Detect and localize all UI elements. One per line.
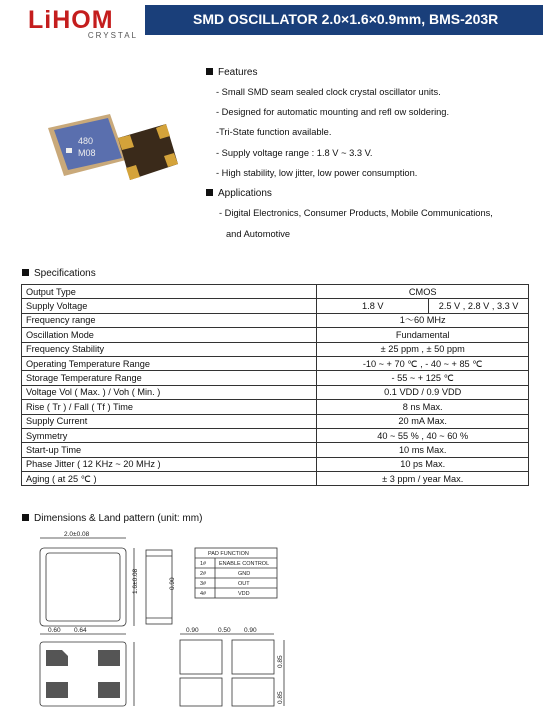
land-h1: 0.85 <box>277 655 284 668</box>
page-title: SMD OSCILLATOR 2.0×1.6×0.9mm, BMS-203R <box>193 11 499 27</box>
spec-value: 10 ms Max. <box>317 443 529 457</box>
square-bullet-icon <box>22 269 29 276</box>
spec-label: Frequency Stability <box>22 342 317 356</box>
spec-label: Supply Voltage <box>22 299 317 313</box>
spec-label: Voltage Vol ( Max. ) / Voh ( Min. ) <box>22 385 317 399</box>
pad-func: VDD <box>238 591 250 597</box>
spec-value: 8 ns Max. <box>317 400 529 414</box>
table-row <box>22 443 529 457</box>
top-view-outline <box>40 548 126 626</box>
land-pad <box>232 640 274 674</box>
spec-value: 20 mA Max. <box>317 414 529 428</box>
specifications-heading: Specifications <box>22 268 96 279</box>
land-w2: 0.90 <box>244 627 257 634</box>
land-pad <box>232 678 274 706</box>
spec-label: Storage Temperature Range <box>22 371 317 385</box>
square-bullet-icon <box>206 68 213 75</box>
spec-label: Frequency range <box>22 313 317 327</box>
feature-item: - Designed for automatic mounting and refl ow soldering. <box>216 107 450 117</box>
table-row <box>22 414 529 428</box>
table-row <box>22 472 529 486</box>
table-row <box>22 356 529 370</box>
pin1-mark <box>66 148 72 153</box>
feature-item: - Supply voltage range : 1.8 V ~ 3.3 V. <box>216 148 373 158</box>
table-row <box>22 299 529 313</box>
brand-name: LiHOM <box>28 6 114 34</box>
spec-label: Symmetry <box>22 428 317 442</box>
table-row <box>22 457 529 471</box>
spec-value: 0.1 VDD / 0.9 VDD <box>317 385 529 399</box>
pad-num: 2# <box>200 571 207 577</box>
chip-marking-1: 480 <box>78 136 94 146</box>
table-row <box>22 371 529 385</box>
land-pad <box>180 640 222 674</box>
chip-body-back <box>118 124 178 180</box>
land-h2: 0.85 <box>277 691 284 704</box>
dim-height: 1.6±0.08 <box>132 568 139 594</box>
pad-table-title: PAD FUNCTION <box>208 551 249 557</box>
spec-label: Oscillation Mode <box>22 328 317 342</box>
brand-logo <box>28 6 138 40</box>
feature-item: -Tri-State function available. <box>216 127 332 137</box>
chip-marking-2: M08 <box>78 148 96 158</box>
spec-value: 1.8 V <box>317 299 429 313</box>
brand-sub: CRYSTAL <box>87 31 138 40</box>
feature-item: - High stability, low jitter, low power consumption. <box>216 168 418 178</box>
table-row <box>22 313 529 327</box>
dim-pad-a: 0.60 <box>48 627 61 634</box>
land-w1: 0.90 <box>186 627 199 634</box>
dim-pad-b: 0.64 <box>74 627 87 634</box>
table-row <box>22 342 529 356</box>
product-photo <box>40 110 180 190</box>
spec-value: ± 25 ppm , ± 50 ppm <box>317 342 529 356</box>
pad-func: GND <box>238 571 251 577</box>
spec-value: Fundamental <box>317 328 529 342</box>
land-pad <box>180 678 222 706</box>
spec-label: Output Type <box>22 285 317 299</box>
application-line: and Automotive <box>226 229 291 239</box>
spec-value: 2.5 V , 2.8 V , 3.3 V <box>429 299 529 313</box>
spec-value: 1～60 MHz <box>317 313 529 327</box>
application-line: - Digital Electronics, Consumer Products, Mobile Communications, <box>219 208 493 218</box>
dimensions-drawing <box>0 528 560 712</box>
bottom-pad <box>98 682 120 698</box>
table-row <box>22 285 529 299</box>
spec-label: Phase Jitter ( 12 KHz ~ 20 MHz ) <box>22 457 317 471</box>
spec-label: Start-up Time <box>22 443 317 457</box>
spec-label: Aging ( at 25 ℃ ) <box>22 472 317 486</box>
spec-value: -10 ~ + 70 ℃ , - 40 ~ + 85 ℃ <box>317 356 529 370</box>
pad-num: 4# <box>200 591 207 597</box>
square-bullet-icon <box>22 514 29 521</box>
spec-value: ± 3 ppm / year Max. <box>317 472 529 486</box>
dim-side: 0.90 <box>169 577 176 590</box>
spec-label: Rise ( Tr ) / Fall ( Tf ) Time <box>22 400 317 414</box>
table-row <box>22 400 529 414</box>
table-row <box>22 428 529 442</box>
applications-heading: Applications <box>206 188 272 199</box>
bottom-pad <box>98 650 120 666</box>
spec-label: Supply Current <box>22 414 317 428</box>
dimensions-heading: Dimensions & Land pattern (unit: mm) <box>22 513 202 524</box>
features-heading: Features <box>206 67 257 78</box>
spec-value: 40 ~ 55 % , 40 ~ 60 % <box>317 428 529 442</box>
pad-num: 3# <box>200 581 207 587</box>
dim-width: 2.0±0.08 <box>64 531 90 538</box>
bottom-pad <box>46 682 68 698</box>
pad-num: 1# <box>200 561 207 567</box>
land-gap: 0.50 <box>218 627 231 634</box>
spec-label: Operating Temperature Range <box>22 356 317 370</box>
square-bullet-icon <box>206 189 213 196</box>
table-row <box>22 328 529 342</box>
pad-func: OUT <box>238 581 250 587</box>
pad-func: ENABLE CONTROL <box>219 561 270 567</box>
spec-value: - 55 ~ + 125 ℃ <box>317 371 529 385</box>
top-view-lid <box>46 553 120 621</box>
spec-value: CMOS <box>317 285 529 299</box>
title-banner <box>145 5 543 35</box>
spec-value: 10 ps Max. <box>317 457 529 471</box>
table-row <box>22 385 529 399</box>
specifications-table <box>21 284 529 486</box>
feature-item: - Small SMD seam sealed clock crystal oscillator units. <box>216 87 441 97</box>
